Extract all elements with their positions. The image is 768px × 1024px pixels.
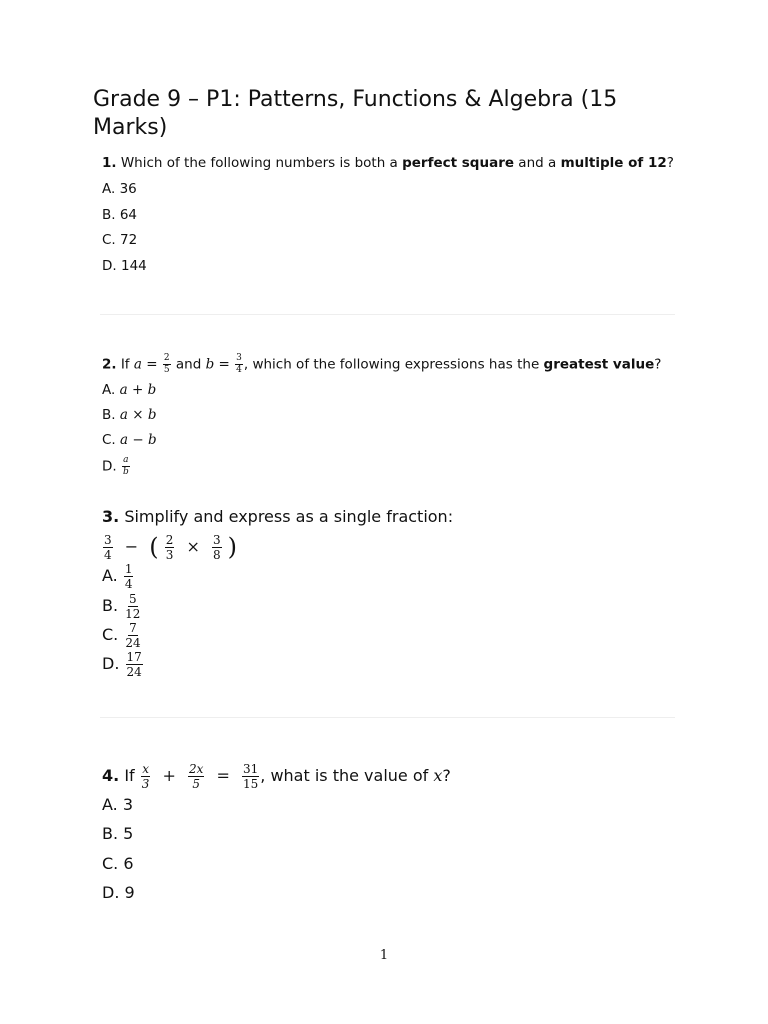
fraction (188, 763, 204, 790)
math-operator: − (132, 432, 144, 448)
question-text: , which of the following expressions has the (243, 356, 544, 373)
left-paren: ( (149, 533, 159, 561)
option-b[interactable] (102, 407, 156, 423)
question-1-stem (102, 155, 674, 171)
math-operator: + (131, 382, 144, 398)
option-label: D. (102, 654, 120, 673)
page-title: Grade 9 – P1: Patterns, Functions & Algebra (15 Marks) (93, 87, 618, 140)
denominator: 5 (192, 777, 201, 791)
denominator: 3 (165, 547, 174, 562)
question-2-stem (102, 354, 661, 375)
denominator: 12 (125, 607, 141, 621)
math-operator: + (162, 766, 176, 785)
denominator: 3 (141, 777, 150, 791)
numerator: 2x (189, 762, 204, 776)
option-a[interactable] (102, 382, 156, 398)
question-3-stem (102, 507, 453, 526)
question-2 (102, 353, 662, 477)
numerator: 5 (128, 592, 137, 606)
option-d[interactable]: D. 9 (102, 883, 135, 902)
math-variable: x (433, 766, 443, 785)
option-c[interactable]: C. 6 (102, 854, 134, 873)
fraction (124, 563, 134, 590)
numerator: 2 (163, 353, 170, 363)
denominator: 24 (126, 665, 142, 679)
numerator: 7 (129, 621, 137, 635)
fraction (212, 534, 222, 561)
fraction (122, 456, 130, 477)
option-a[interactable] (102, 563, 134, 590)
question-text: ? (442, 766, 451, 785)
question-text: ? (666, 155, 674, 171)
math-variable: a (120, 432, 129, 448)
question-number: 2. (102, 356, 117, 373)
math-operator: = (216, 766, 230, 785)
option-d[interactable]: D. 144 (102, 258, 147, 274)
numerator: x (142, 762, 149, 776)
option-a[interactable]: A. 36 (102, 181, 137, 197)
option-label: B. (102, 407, 116, 423)
question-4 (102, 762, 451, 902)
option-d[interactable] (102, 651, 144, 678)
fraction (141, 763, 151, 790)
fraction (103, 534, 113, 561)
page-number: 1 (379, 948, 389, 963)
emphasis-text: perfect square (402, 155, 515, 171)
divider (100, 717, 675, 718)
fraction (124, 622, 141, 649)
numerator: 17 (126, 650, 142, 664)
option-b[interactable]: B. 64 (102, 207, 138, 223)
emphasis-text: multiple of 12 (560, 155, 667, 171)
fraction (165, 534, 175, 561)
question-text: ? (654, 356, 662, 373)
option-c[interactable] (102, 432, 157, 448)
option-c[interactable] (102, 622, 143, 649)
numerator: a (123, 455, 129, 465)
math-variable: b (205, 356, 215, 373)
math-operator: − (124, 536, 139, 556)
denominator: 24 (125, 636, 141, 650)
numerator: 1 (124, 562, 133, 576)
option-label: D. (102, 458, 117, 475)
denominator: b (122, 467, 129, 477)
option-b[interactable]: B. 5 (102, 824, 134, 843)
denominator: 4 (124, 577, 133, 591)
math-variable: a (119, 407, 128, 423)
question-number: 3. (102, 507, 120, 526)
fraction (163, 354, 171, 375)
denominator: 4 (236, 365, 242, 375)
math-variable: a (133, 356, 142, 373)
option-label: A. (102, 566, 118, 585)
fraction (126, 651, 143, 678)
math-operator: × (132, 407, 144, 423)
question-text: If (124, 766, 135, 785)
numerator: 3 (104, 532, 112, 547)
denominator: 5 (163, 365, 170, 375)
option-label: C. (102, 432, 116, 448)
question-text: and (175, 356, 202, 373)
question-number: 4. (102, 766, 120, 785)
option-b[interactable] (102, 593, 142, 620)
fraction (242, 763, 259, 790)
option-c[interactable]: C. 72 (102, 232, 138, 248)
option-label: B. (102, 596, 119, 615)
question-text: Which of the following numbers is both a (120, 155, 403, 171)
fraction (235, 354, 243, 375)
question-1 (102, 155, 674, 274)
right-paren: ) (227, 533, 238, 561)
math-variable: b (147, 432, 157, 448)
math-variable: a (119, 382, 128, 398)
numerator: 3 (236, 353, 242, 363)
question-3 (102, 507, 454, 679)
question-text: and a (514, 155, 561, 171)
option-label: C. (102, 625, 119, 644)
emphasis-text: greatest value (543, 356, 655, 373)
math-variable: b (147, 407, 157, 423)
math-variable: b (147, 382, 157, 398)
option-a[interactable]: A. 3 (102, 795, 134, 814)
denominator: 15 (243, 777, 259, 791)
fraction (124, 593, 141, 620)
question-4-stem (102, 763, 451, 790)
option-label: A. (102, 382, 116, 398)
numerator: 2 (165, 532, 174, 547)
denominator: 4 (104, 547, 112, 562)
math-operator: = (146, 356, 158, 373)
divider (100, 314, 675, 315)
question-text: , what is the value of (260, 766, 434, 785)
denominator: 8 (212, 547, 221, 562)
question-number: 1. (102, 155, 117, 171)
math-operator: = (218, 356, 230, 373)
numerator: 31 (243, 762, 259, 776)
question-text: Simplify and express as a single fraction: (124, 507, 454, 526)
question-text: If (120, 356, 130, 373)
option-d[interactable] (102, 456, 131, 477)
expression (102, 533, 237, 561)
numerator: 3 (212, 532, 221, 547)
math-operator: × (186, 536, 200, 556)
